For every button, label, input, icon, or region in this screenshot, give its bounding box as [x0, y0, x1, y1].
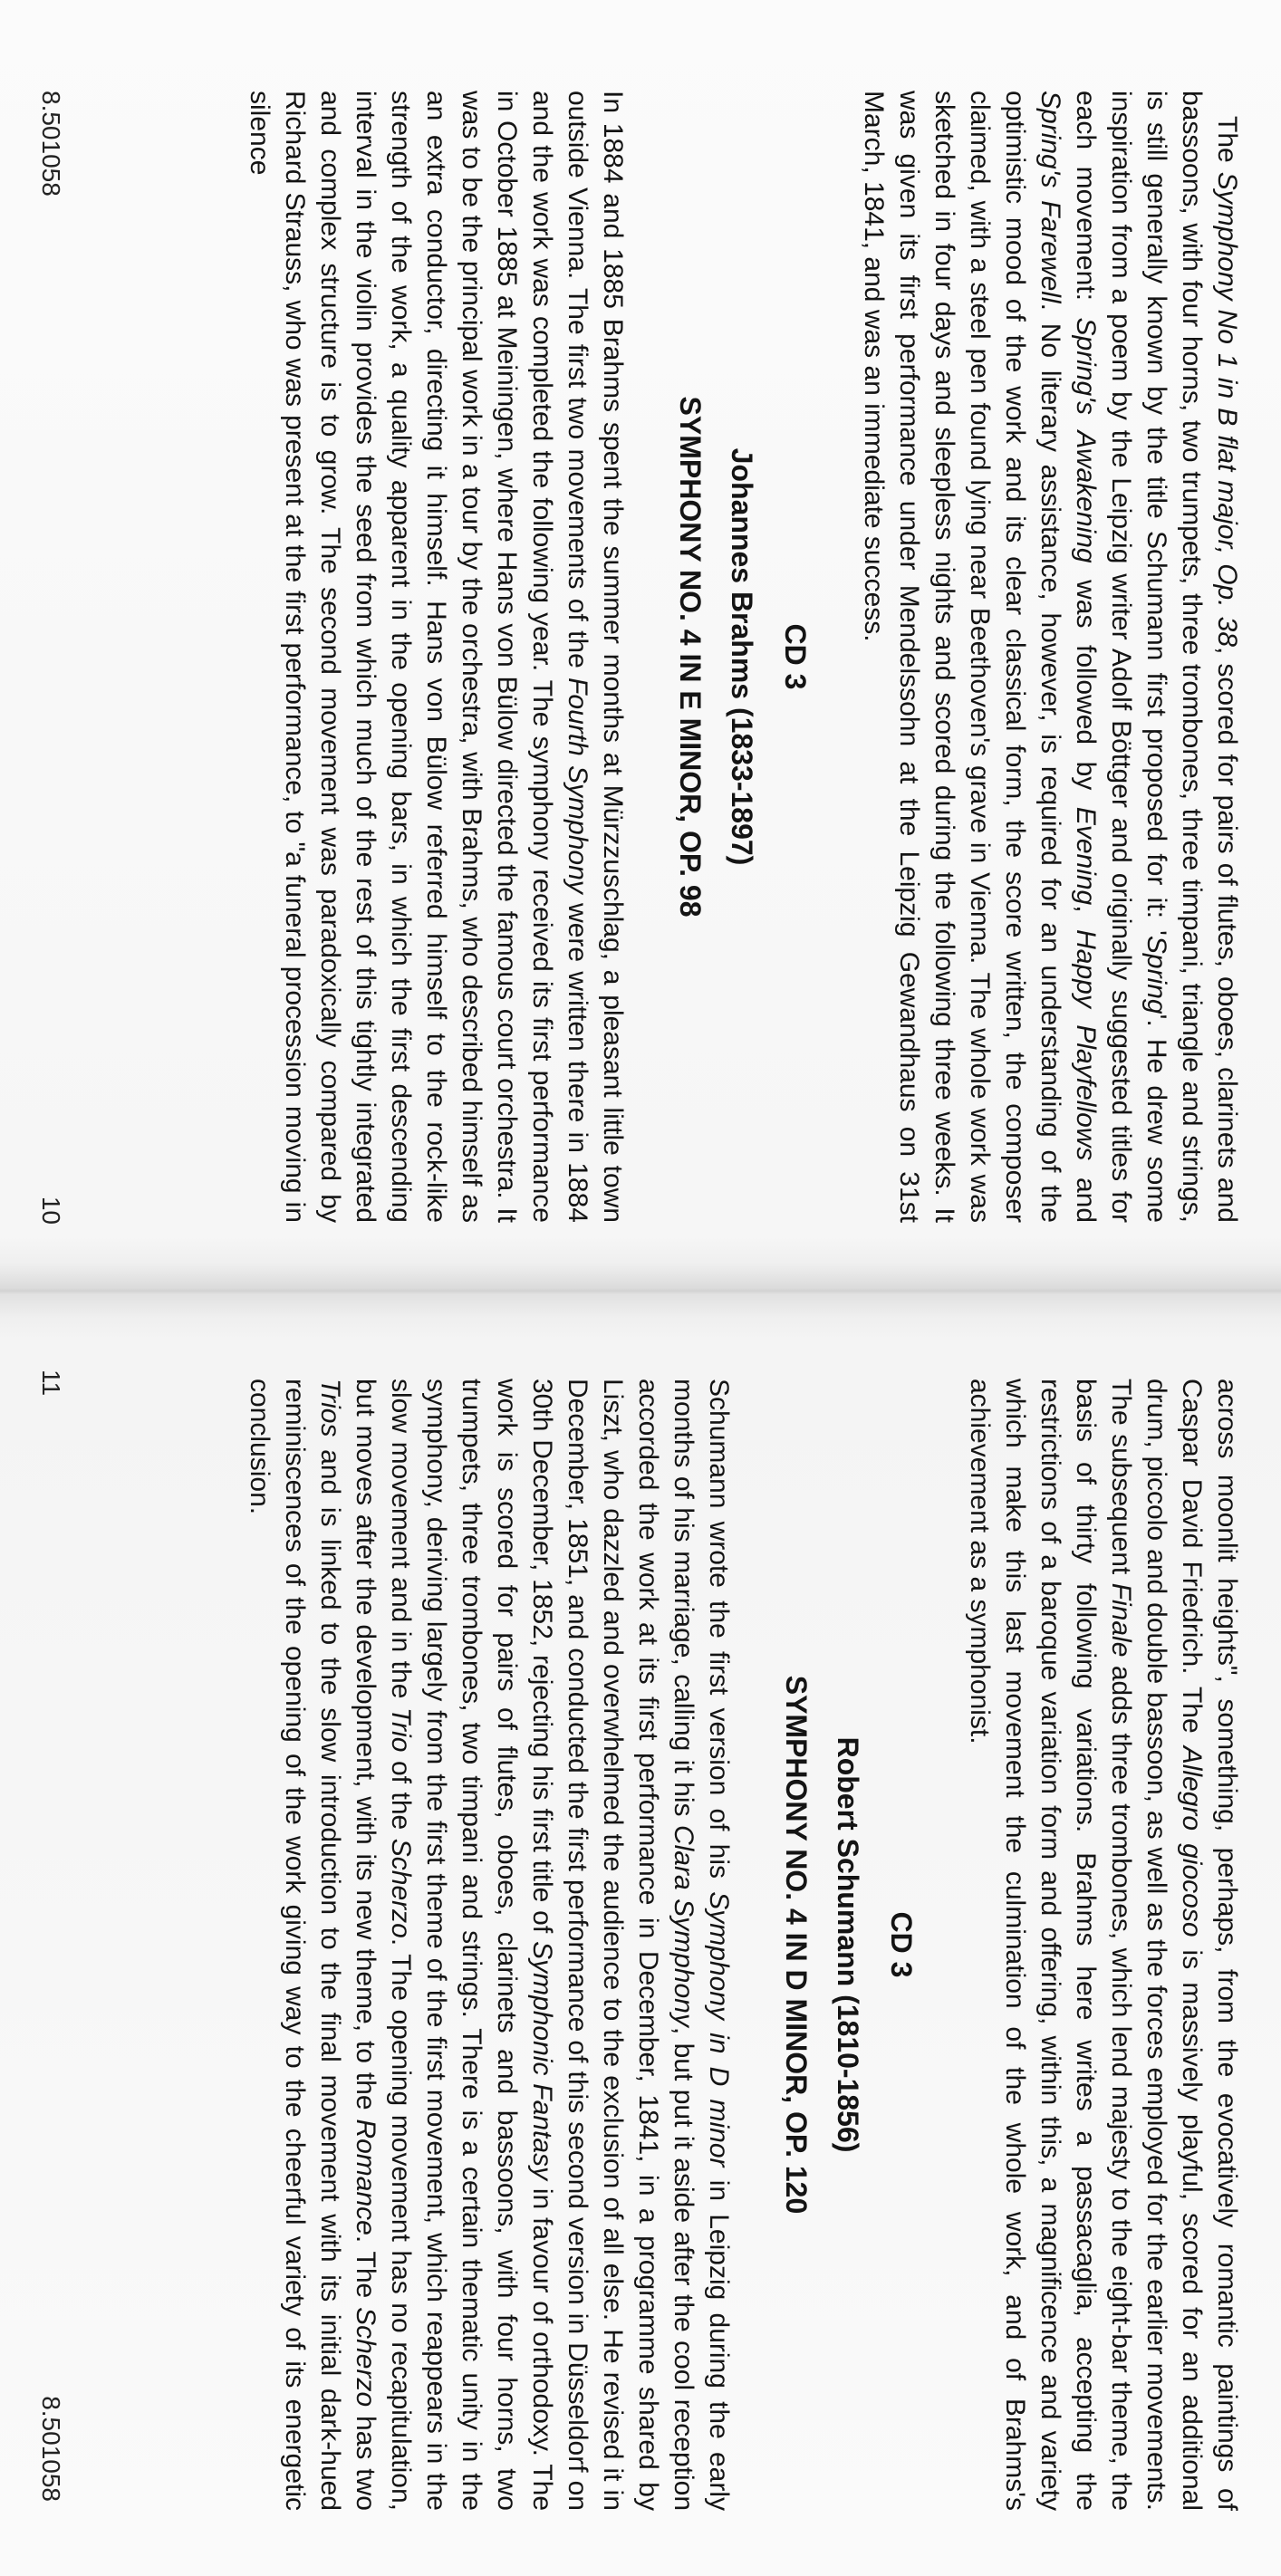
cd-label: CD 3: [885, 1911, 918, 1978]
italic-title-run: Clara Symphony: [669, 1824, 698, 2027]
italic-title-run: Trio: [386, 1706, 416, 1753]
italic-title-run: Fourth Symphony: [563, 678, 592, 894]
text-run: were written there in 1884 and the work was completed the following year. The symphony received its first performance in October 1885 at Meiningen, where Hans von Bülow directed the famous court orchestra. It was to be the principal work in a tour by the orchestra, with Brahms, who described himself as an extra conductor, directing it himself. Hans von Bülow referred himself to the rock-like strength of the work, a quality apparent in the opening bars, in which the first descending interval in the violin provides the seed from which much of the rest of this tightly integrated and complex structure is to grow. The second movement was paradoxically compared by Richard Strauss, who was present at the first performance, to "a funeral procession moving in silence: [245, 91, 592, 1223]
italic-title-run: Symphony in D minor: [704, 1891, 734, 2167]
italic-title-run: Scherzo: [351, 2307, 380, 2408]
italic-title-run: Symphonic Fantasy: [527, 1941, 557, 2181]
text-run: of the: [386, 1752, 416, 1839]
brahms-paragraph: [242, 91, 631, 1223]
work-heading: SYMPHONY NO. 4 IN D MINOR, OP. 120: [780, 1675, 813, 2215]
text-run: The: [1212, 116, 1242, 172]
brahms-continuation-paragraph: [962, 1379, 1245, 2511]
left-text-column: [242, 91, 1245, 1223]
italic-title-run: Spring's Farewell: [1035, 91, 1065, 303]
italic-title-run: Allegro giocoso: [1177, 1745, 1207, 1937]
composer-heading: Johannes Brahms (1833-1897): [726, 447, 758, 866]
text-run: and: [1071, 1160, 1101, 1224]
text-run: . The opening movement has no recapitulation, but moves after the development, with its new theme, to the: [351, 1379, 416, 2512]
italic-title-run: Happy Playfellows: [1071, 929, 1101, 1161]
text-run: and is linked to the slow introduction to the final movement with its initial dark-hued reminiscences of the opening of the work giving way to the cheerful variety of its energetic conclusion.: [245, 1379, 345, 2511]
text-run: adds three trombones, which lend majesty to the eight-bar theme, the basis of thirty following variations. Brahms here writes a passacaglia, accepting the restrictions of a baroque variation form and offering, within this, a magnificence and variety which make this last movement the culmination of the whole work, and of Brahms's achievement as a symphonist.: [965, 1379, 1136, 2511]
schumann-symphony-1-paragraph: [856, 91, 1245, 1223]
text-run: . The: [351, 2235, 380, 2308]
text-run: was followed by: [1071, 562, 1101, 807]
right-text-column: [242, 1379, 1245, 2511]
composer-heading: Robert Schumann (1810-1856): [832, 1736, 864, 2153]
work-heading: SYMPHONY NO. 4 IN E MINOR, OP. 98: [674, 396, 707, 918]
italic-title-run: Spring's Awakening: [1071, 317, 1101, 563]
text-run: has two: [351, 2407, 380, 2511]
text-run: '. He drew some inspiration from a poem by the Leipzig writer Adolf Böttger and originally suggested titles for each movement:: [1071, 91, 1171, 1223]
italic-title-run: Spring: [1141, 935, 1171, 1014]
page-number: 10: [37, 1196, 65, 1225]
text-run: in favour of orthodoxy. The work is scored for pairs of flutes, oboes, clarinets and bassoons, with four horns, two trumpets, three trombones, two timpani and strings. There is a certain thematic unity in the symphony, deriving largely from the first theme of the first movement, which reappears in the slow movement and in the: [386, 1379, 557, 2512]
page-number: 11: [37, 1370, 65, 1397]
text-run: , but put it aside after the cool reception accorded the work at its first performance in December, 1841, in a programme shared by Liszt, who dazzled and overwhelmed the audience to the exclusion of all else. He revised it in December, 1851, and conducted the first performance of this second version in Düsseldorf on 30th December, 1852, rejecting his first title of: [527, 1379, 698, 2512]
text-run: across moonlit heights", something, perhaps, from the evocatively romantic paintings of Caspar David Friedrich. The: [1177, 1379, 1242, 2511]
catalog-number: 8.501058: [37, 91, 65, 197]
italic-title-run: Symphony No 1 in B flat major, Op. 38: [1212, 171, 1242, 648]
text-run: . No literary assistance, however, is required for an understanding of the optimistic mood of the work and its clear classical form, the score written, the composer claimed, with a steel pen found lying near Beethoven's grave in Vienna. The whole work was sketched in four days and sleepless nights and scored during the following three weeks. It was given its first performance under Mendelssohn at the Leipzig Gewandhaus on 31st March, 1841, and was an immediate success.: [859, 91, 1065, 1223]
text-run: , scored for pairs of flutes, oboes, clarinets and bassoons, with four horns, two trumpets, three trombones, three timpani, triangle and strings, is still generally known by the title Schumann first proposed for it: ': [1141, 91, 1242, 1223]
right-page: [0, 1288, 1281, 2576]
italic-title-run: Evening: [1071, 806, 1101, 906]
cd-label: CD 3: [779, 623, 812, 690]
text-run: In 1884 and 1885 Brahms spent the summer months at Mürzzuschlag, a pleasant little town outside Vienna. The first two movements of the: [563, 91, 628, 1223]
page-fold-crease: [0, 1264, 1281, 1318]
italic-title-run: Scherzo: [386, 1838, 416, 1938]
schumann-symphony-4-paragraph: [242, 1379, 737, 2511]
italic-title-run: Romance: [351, 2119, 380, 2235]
text-run: ,: [1071, 905, 1101, 930]
text-run: in Leipzig during the early months of his marriage, calling it his: [669, 1379, 734, 2512]
italic-title-run: Finale: [1106, 1582, 1136, 1658]
text-run: Schumann wrote the first version of his: [704, 1379, 734, 1892]
italic-title-run: Trios: [315, 1379, 345, 1437]
catalog-number: 8.501058: [37, 2396, 65, 2502]
text-run: is massively playful, scored for an additional drum, piccolo and double bassoon, as well as the forces employed for the earlier movements. The subsequent: [1106, 1379, 1207, 2511]
